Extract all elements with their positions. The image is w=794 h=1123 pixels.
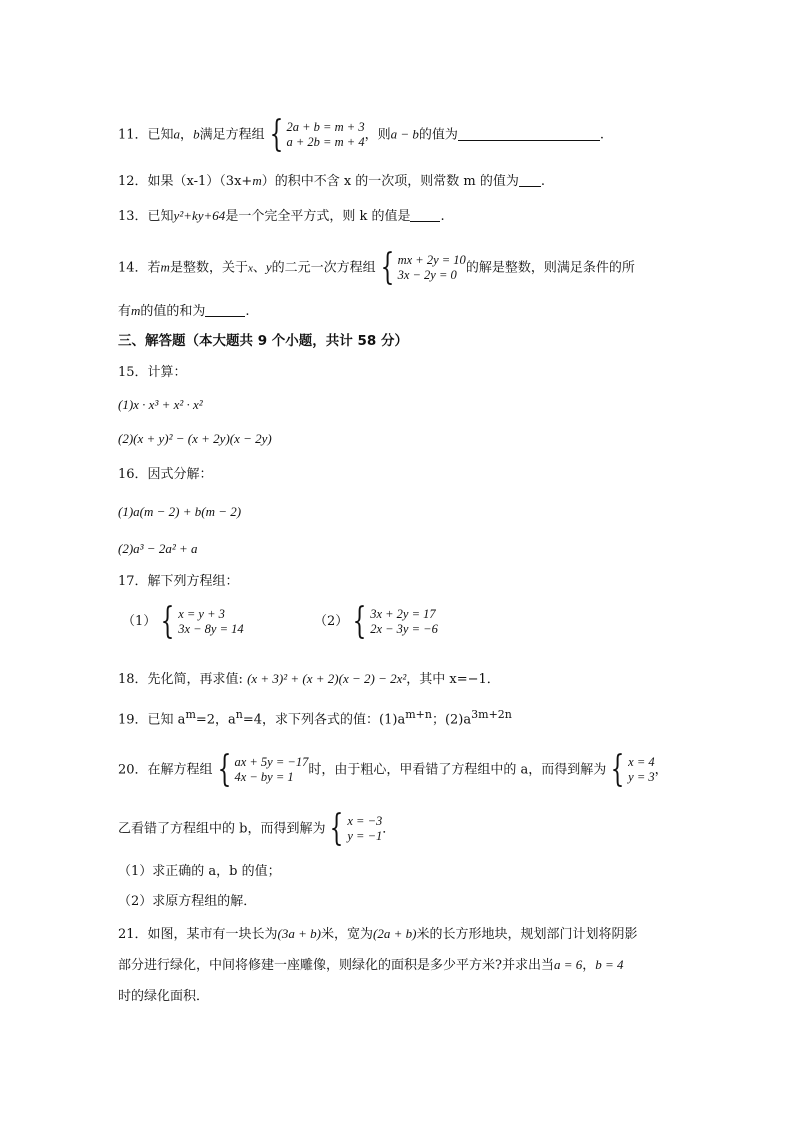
equation-system-q11: { 2a + b = m + 3 a + 2b = m + 4 (269, 114, 365, 155)
question-16-title: 16．因式分解： (118, 467, 213, 482)
question-17-system-1: （1） { x = y + 3 3x − 8y = 14 (122, 601, 244, 642)
question-14-line2: 有m的值的和为 . (118, 303, 250, 319)
equation-system-q14: { mx + 2y = 10 3x − 2y = 0 (380, 247, 466, 288)
question-14: 14．若m是整数，关于x、y的二元一次方程组 { mx + 2y = 10 3x − 2y = 0 的解是整数，则满足条件的所 (118, 247, 635, 288)
question-13: 13．已知y²+ky+64是一个完全平方式，则 k 的值是 . (118, 208, 445, 224)
question-20-line2: 乙看错了方程组中的 b，而得到解为 { x = −3 y = −1 ． (118, 808, 396, 849)
question-12: 12．如果（x-1）（3x+m）的积中不含 x 的一次项，则常数 m 的值为 . (118, 173, 546, 189)
answer-blank[interactable] (519, 172, 541, 187)
question-18: 18．先化简，再求值: (x + 3)² + (x + 2)(x − 2) − 2x²，其中 x=−1． (118, 671, 500, 687)
question-17-title: 17．解下列方程组： (118, 574, 239, 589)
question-15-part1: (1)x · x³ + x² · x² (118, 397, 203, 412)
question-21: 21．如图，某市有一块长为(3a + b)米，宽为(2a + b)米的长方形地块，规划部门计划将阴影 (118, 926, 638, 942)
question-11: 11．已知a，b满足方程组 { 2a + b = m + 3 a + 2b = m + 4 ，则a − b的值为 . (118, 114, 605, 155)
solution-system-yi: { x = −3 y = −1 (330, 808, 383, 849)
question-21-line2: 部分进行绿化，中间将修建一座雕像，则绿化的面积是多少平方米?并求出当a = 6，b = 4 (118, 957, 624, 973)
question-15-title: 15．计算： (118, 365, 187, 380)
answer-blank[interactable] (458, 126, 600, 141)
solution-system-jia: { x = 4 y = 3 (610, 749, 655, 790)
question-16-part1: (1)a(m − 2) + b(m − 2) (118, 504, 242, 519)
question-20-sub2: （2）求原方程组的解． (118, 894, 257, 909)
question-20: 20．在解方程组 { ax + 5y = −17 4x − by = 1 时，由于粗心，甲看错了方程组中的 a，而得到解为 { x = 4 y = 3 ， (118, 749, 668, 790)
section-heading: 三、解答题（本大题共 9 个小题，共计 58 分） (118, 333, 408, 349)
answer-blank[interactable] (410, 207, 440, 222)
equation-system-q20: { ax + 5y = −17 4x − by = 1 (217, 749, 309, 790)
question-15-part2: (2)(x + y)² − (x + 2y)(x − 2y) (118, 431, 272, 446)
question-17-system-2: （2） { 3x + 2y = 17 2x − 3y = −6 (314, 601, 438, 642)
question-20-sub1: （1）求正确的 a，b 的值； (118, 864, 281, 879)
question-19: 19．已知 $a^m=2$，$a^n=4$，求下列各式的值：$(1)a^{m+n}$；$(2)a^{3m+2n}$ (118, 708, 512, 728)
question-21-line3: 时的绿化面积． (118, 989, 210, 1004)
question-16-part2: (2)a³ − 2a² + a (118, 541, 198, 556)
answer-blank[interactable] (205, 302, 245, 317)
